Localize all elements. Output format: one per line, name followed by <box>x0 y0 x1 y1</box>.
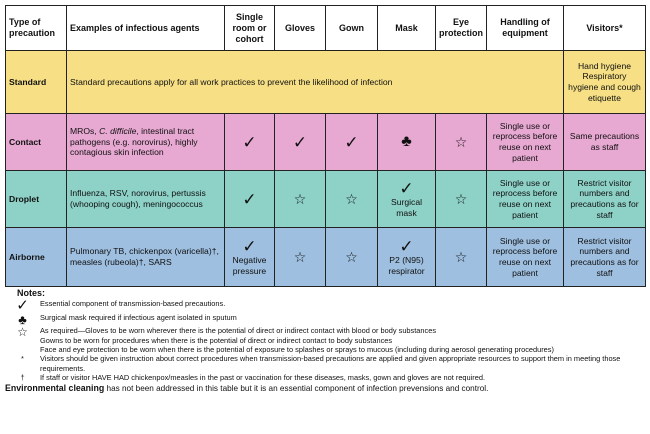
check-icon: ✓ <box>242 236 257 256</box>
note-check-symbol <box>5 297 40 315</box>
row-droplet <box>6 171 646 228</box>
header-agents: Examples of infectious agents <box>67 6 225 51</box>
airborne-mask <box>378 228 436 287</box>
note-star-line-3: Face and eye protection to be worn when there is the potential of exposure to splashes or sprays to mucous (including during aerosol generating procedures) <box>40 345 554 355</box>
droplet-room <box>225 171 275 228</box>
standard-type: Standard <box>6 51 67 114</box>
note-star-symbol <box>5 326 40 338</box>
contact-visitors: Same precautions as staff <box>564 114 646 171</box>
environmental-cleaning-note <box>5 384 645 393</box>
standard-visitors: Hand hygiene Respiratory hygiene and cough etiquette <box>564 51 646 114</box>
note-dagger-text: If staff or visitor HAVE HAD chickenpox/measles in the past or vaccination for these diseases, masks, gown and gloves are not required. <box>40 373 486 383</box>
airborne-room <box>225 228 275 287</box>
star-icon: ☆ <box>293 249 307 265</box>
note-asterisk-symbol: * <box>21 354 24 364</box>
contact-equipment: Single use or reprocess before reuse on next patient <box>487 114 564 171</box>
row-contact <box>6 114 646 171</box>
contact-room <box>225 114 275 171</box>
header-eye: Eye protection <box>436 6 487 51</box>
note-star-line-2: Gowns to be worn for procedures when there is the potential of direct or indirect contact to body substances <box>40 335 393 345</box>
note-check-text: Essential component of transmission-based precautions. <box>40 299 226 309</box>
environmental-cleaning-bold: Environmental cleaning <box>5 382 105 393</box>
contact-type: Contact <box>6 114 67 171</box>
note-club-symbol <box>5 313 40 326</box>
contact-agents-post: , intestinal tract pathogens (e.g. norovirus), highly contagious skin infection <box>70 126 198 158</box>
header-gown: Gown <box>326 6 378 51</box>
row-airborne <box>6 228 646 287</box>
note-club <box>5 313 645 326</box>
droplet-type: Droplet <box>6 171 67 228</box>
precautions-table <box>5 5 646 287</box>
contact-agents-italic: C. difficile <box>99 126 137 137</box>
check-icon: ✓ <box>399 178 414 198</box>
note-star-line-1: As required—Gloves to be worn wherever there is the potential of direct or indirect contact with blood or body substances <box>40 326 437 336</box>
notes-title: Notes: <box>17 288 46 298</box>
droplet-agents: Influenza, RSV, norovirus, pertussis (whooping cough), meningococcus <box>67 171 225 228</box>
check-icon: ✓ <box>399 236 414 256</box>
droplet-mask <box>378 171 436 228</box>
check-icon: ✓ <box>292 132 308 152</box>
star-icon: ☆ <box>345 191 358 207</box>
star-icon: ☆ <box>345 249 358 265</box>
note-star <box>5 326 645 354</box>
droplet-gown <box>326 171 378 228</box>
notes-section <box>5 289 645 393</box>
standard-text: Standard precautions apply for all work practices to prevent the likelihood of infection <box>67 51 564 114</box>
contact-agents-pre: MROs, <box>70 126 100 137</box>
note-club-text: Surgical mask required if infectious agent isolated in sputum <box>40 312 237 322</box>
droplet-gloves <box>275 171 326 228</box>
header-type: Type of precaution <box>6 6 67 51</box>
contact-mask <box>378 114 436 171</box>
note-check <box>5 297 645 315</box>
contact-gown <box>326 114 378 171</box>
row-standard <box>6 51 646 114</box>
airborne-visitors: Restrict visitor numbers and precautions as for staff <box>564 228 646 287</box>
check-icon: ✓ <box>16 297 29 315</box>
note-asterisk-text: Visitors should be given instruction about correct procedures when transmission-based precautions are applied and given appropriate resources to support them in meeting those requirements. <box>40 354 621 373</box>
note-asterisk <box>5 354 645 373</box>
check-icon: ✓ <box>344 132 359 152</box>
header-room: Single room or cohort <box>225 6 275 51</box>
star-icon: ☆ <box>454 249 468 265</box>
droplet-mask-note: Surgical mask <box>390 196 423 218</box>
airborne-eye <box>436 228 487 287</box>
header-mask: Mask <box>378 6 436 51</box>
airborne-type: Airborne <box>6 228 67 287</box>
star-icon: ☆ <box>454 191 468 207</box>
airborne-gloves <box>275 228 326 287</box>
droplet-eye <box>436 171 487 228</box>
contact-gloves <box>275 114 326 171</box>
droplet-equipment: Single use or reprocess before reuse on next patient <box>487 171 564 228</box>
star-icon: ☆ <box>293 191 307 207</box>
contact-eye <box>436 114 487 171</box>
star-icon: ☆ <box>454 134 468 150</box>
check-icon: ✓ <box>242 189 257 209</box>
note-star-text <box>40 326 645 354</box>
airborne-room-note: Negative pressure <box>232 254 267 276</box>
note-dagger-symbol: † <box>20 373 25 383</box>
airborne-agents: Pulmonary TB, chickenpox (varicella)†, measles (rubeola)†, SARS <box>67 228 225 287</box>
header-equipment: Handling of equipment <box>487 6 564 51</box>
note-dagger <box>5 373 645 382</box>
airborne-gown <box>326 228 378 287</box>
airborne-mask-note: P2 (N95) respirator <box>388 254 425 276</box>
droplet-visitors: Restrict visitor numbers and precautions as for staff <box>564 171 646 228</box>
contact-agents <box>67 114 225 171</box>
check-icon: ✓ <box>242 132 257 152</box>
club-icon: ♣ <box>18 311 27 327</box>
environmental-cleaning-rest: has not been addressed in this table but it is an essential component of infection prevensions and control. <box>104 383 489 393</box>
airborne-equipment: Single use or reprocess before reuse on next patient <box>487 228 564 287</box>
header-row <box>6 6 646 51</box>
club-icon: ♣ <box>401 133 412 150</box>
header-visitors: Visitors* <box>564 6 646 51</box>
star-icon: ☆ <box>17 325 28 340</box>
header-gloves: Gloves <box>275 6 326 51</box>
